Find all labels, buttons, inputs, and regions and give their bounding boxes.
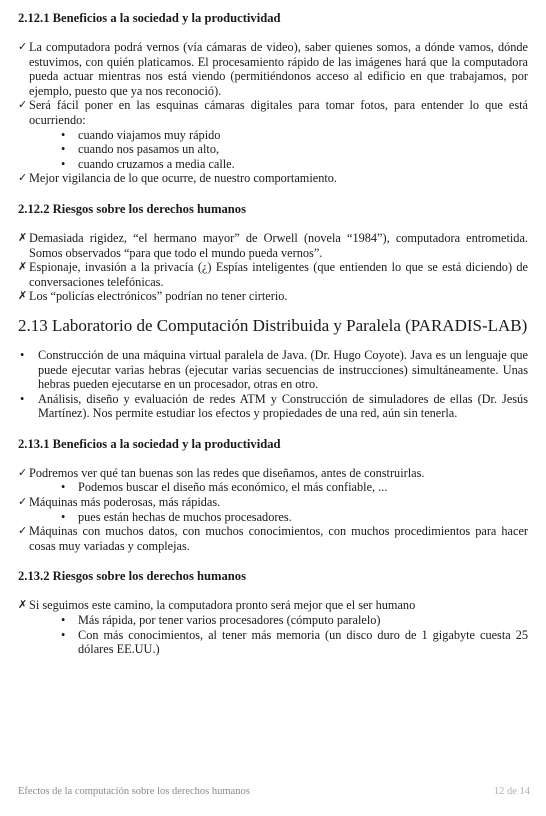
section-heading-2-13-1: 2.13.1 Beneficios a la sociedad y la productividad [18,436,281,451]
cross-mark-icon: ✗ [18,598,28,612]
bullet-icon: • [61,613,66,628]
item-text: Construcción de una máquina virtual paralela de Java. (Dr. Hugo Coyote). Java es un lenguaje que puede ejecutar varias hebras (ejecutar varias secuencias de instrucciones) simultáneamente. Unas hebras pueden ejecutarse en un procesador, otras en otro. [38,347,528,392]
sub-list-item [18,480,528,495]
item-text: La computadora podrá vernos (vía cámaras de video), saber quienes somos, a dónde vamos, dónde estuvimos, con quién platicamos. El procesamiento rápido de las imágenes hará que la computadora pueda actuar mientras nos está viendo (permitiéndonos acceso al edificio en que trabajamos, por ejemplo, puesto que ya nos reconoció). [29,40,528,98]
sub-list-item [18,142,528,157]
cross-mark-icon: ✗ [18,260,28,274]
item-text: Espionaje, invasión a la privacía (¿) Espías inteligentes (que entienden lo que se está diciendo) de conversaciones telefónicas. [29,260,528,289]
list-item [18,392,528,421]
item-text: Más rápida, por tener varios procesadores (cómputo paralelo) [78,613,381,628]
item-text: pues están hechas de muchos procesadores. [78,509,292,524]
footer-title: Efectos de la computación sobre los derechos humanos [18,786,250,797]
item-text: Con más conocimientos, al tener más memoria (un disco duro de 1 gigabyte cuesta 25 dólares EE.UU.) [78,627,528,657]
benefit-item [18,171,528,186]
bullet-icon: • [61,480,66,495]
benefit-item [18,98,528,127]
sub-list-item [18,628,528,657]
cross-mark-icon: ✗ [18,230,28,244]
benefit-item [18,466,528,481]
item-text: Análisis, diseño y evaluación de redes ATM y Construcción de simuladores de ellas (Dr. Jesús Martínez). Nos permite estudiar los efectos y propiedades de una red, aún sin tenerla. [38,391,528,421]
benefit-item [18,495,528,510]
cross-mark-icon: ✗ [18,289,28,303]
item-text: cuando nos pasamos un alto, [78,142,220,157]
item-text: Los “policías electrónicos” podrían no tener cirterio. [29,289,288,304]
sub-list-item [18,128,528,143]
section-heading-2-13: 2.13 Laboratorio de Computación Distribuida y Paralela (PARADIS-LAB) [18,315,528,335]
risk-item [18,598,528,613]
sub-list-item [18,157,528,172]
bullet-icon: • [61,627,66,642]
bullet-icon: • [61,127,66,142]
list-item [18,348,528,392]
bullet-icon: • [20,391,25,406]
item-text: Podremos ver qué tan buenas son las redes que diseñamos, antes de construirlas. [29,465,425,480]
item-text: Podemos buscar el diseño más económico, el más confiable, ... [78,480,388,495]
item-text: Máquinas más poderosas, más rápidas. [29,495,221,510]
check-mark-icon: ✓ [18,98,28,112]
section-heading-2-12-1: 2.12.1 Beneficios a la sociedad y la productividad [18,11,281,25]
bullet-icon: • [61,142,66,157]
page-number: 12 de 14 [493,786,530,797]
item-text: Mejor vigilancia de lo que ocurre, de nuestro comportamiento. [29,171,338,186]
sub-list-item [18,510,528,525]
sub-list-item [18,613,528,628]
benefit-item [18,524,528,553]
section-heading-2-12-2: 2.12.2 Riesgos sobre los derechos humanos [18,201,246,216]
page-footer [18,786,530,797]
risk-item [18,260,528,289]
item-text: Si seguimos este camino, la computadora pronto será mejor que el ser humano [29,598,416,613]
check-mark-icon: ✓ [18,495,28,509]
item-text: Máquinas con muchos datos, con muchos conocimientos, con muchos procedimientos para hacer cosas muy variadas y complejas. [29,524,528,553]
check-mark-icon: ✓ [18,171,28,185]
item-text: cuando cruzamos a media calle. [78,156,235,171]
bullet-icon: • [61,509,66,524]
check-mark-icon: ✓ [18,40,28,53]
item-text: Demasiada rigidez, “el hermano mayor” de Orwell (novela “1984”), computadora entrometida. Somos observados “para que todo el mundo pueda vernos”. [29,230,528,260]
benefit-item [18,40,528,98]
item-text: Será fácil poner en las esquinas cámaras digitales para tomar fotos, para entender lo que está ocurriendo: [29,98,528,127]
bullet-icon: • [20,347,25,362]
bullet-icon: • [61,156,66,171]
section-heading-2-13-2: 2.13.2 Riesgos sobre los derechos humanos [18,569,246,584]
check-mark-icon: ✓ [18,524,28,538]
risk-item [18,289,528,304]
item-text: cuando viajamos muy rápido [78,127,221,142]
risk-item [18,231,528,260]
check-mark-icon: ✓ [18,465,28,479]
